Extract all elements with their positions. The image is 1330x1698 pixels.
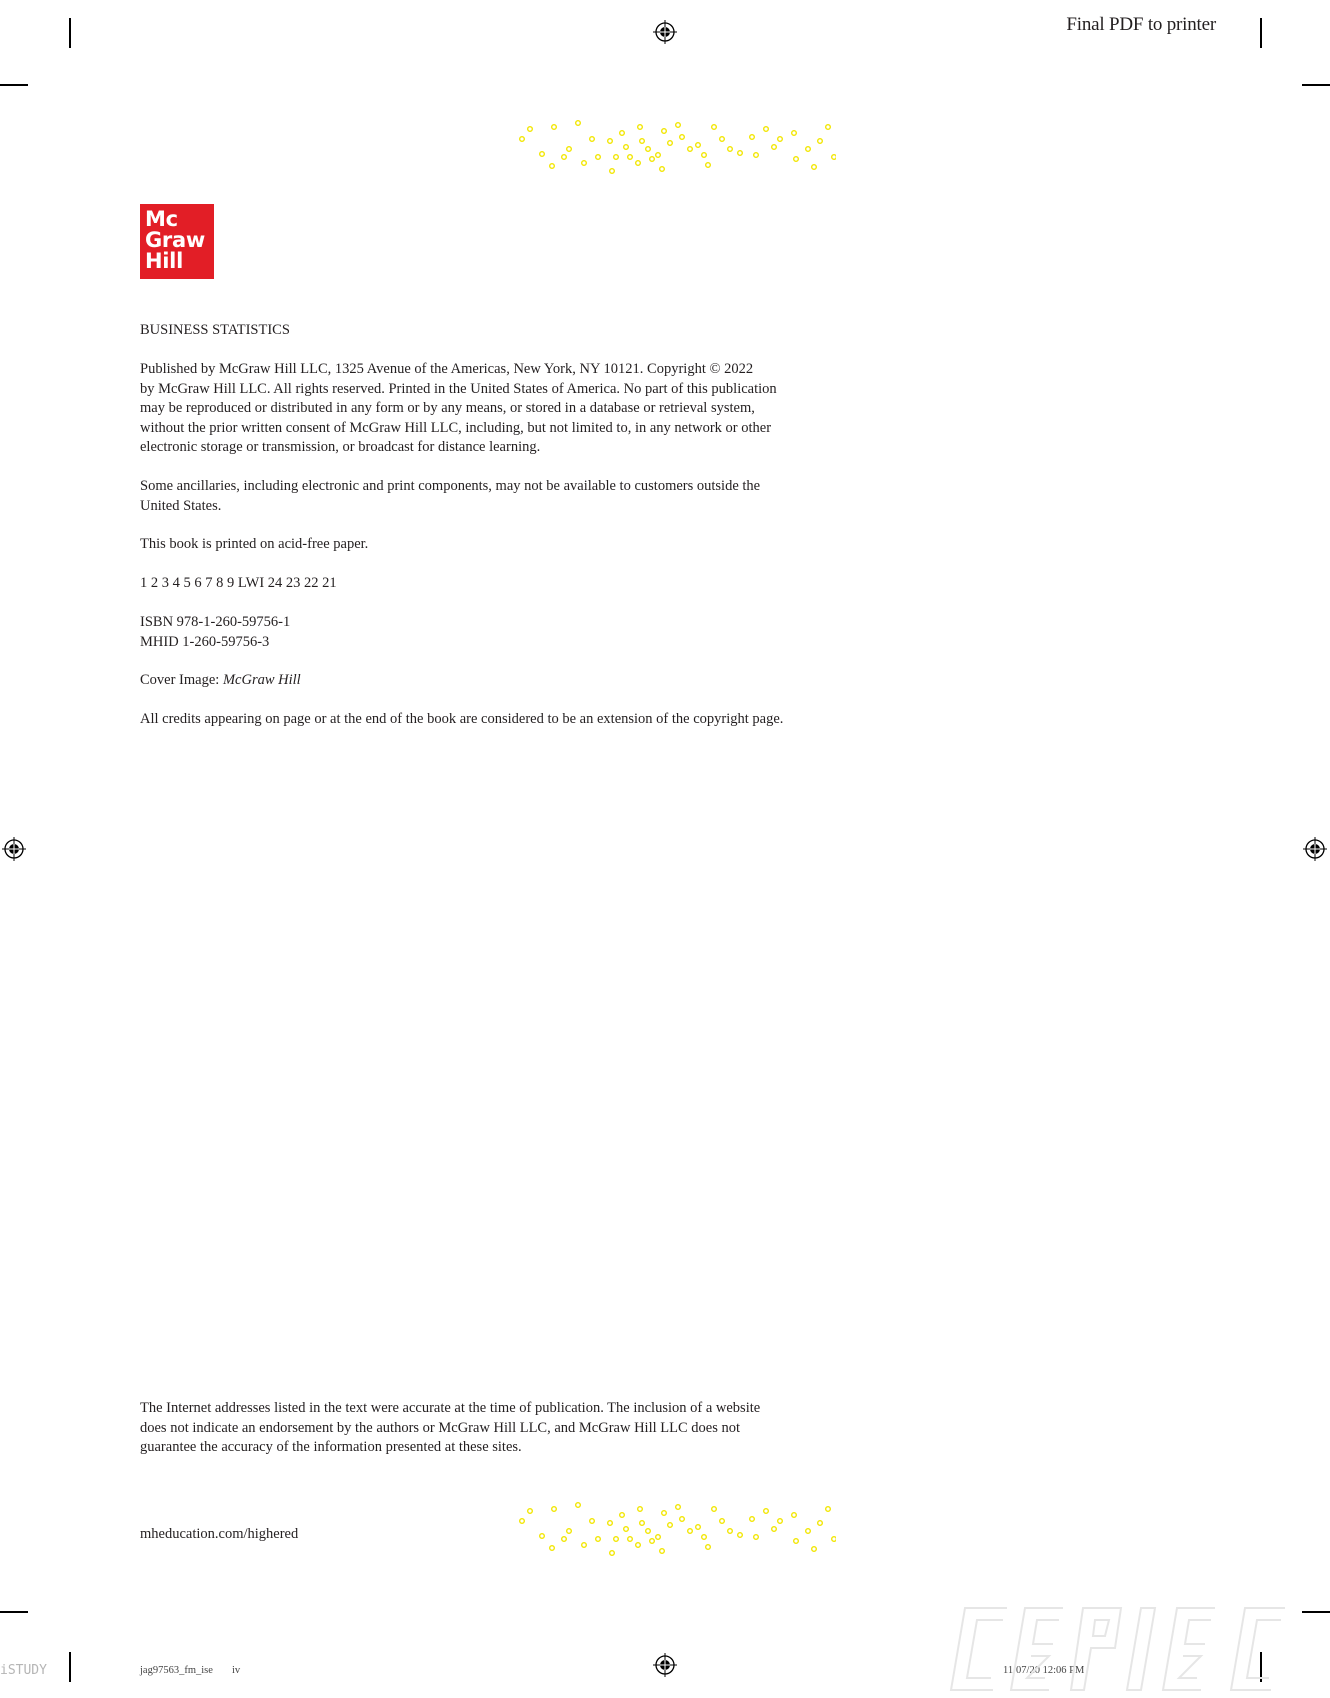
decorative-dot — [778, 1519, 783, 1524]
ancillaries-notice — [140, 477, 850, 516]
decorative-dot — [528, 1509, 533, 1514]
registration-mark-icon — [653, 20, 677, 44]
dot-pattern-top — [494, 119, 836, 193]
internet-disclaimer — [140, 1399, 850, 1458]
decorative-dot — [620, 1513, 625, 1518]
decorative-dot — [806, 147, 811, 152]
decorative-dot — [778, 137, 783, 142]
decorative-dot — [728, 147, 733, 152]
decorative-dot — [550, 1546, 555, 1551]
logo-line: Hill — [145, 249, 183, 273]
decorative-dot — [576, 121, 581, 126]
decorative-dot — [688, 147, 693, 152]
decorative-dot — [706, 163, 711, 168]
copyright-line: may be reproduced or distributed in any form or by any means, or stored in a database or retrieval system, — [140, 400, 755, 416]
footer-timestamp: 11/07/20 12:06 PM — [1003, 1665, 1085, 1676]
mcgraw-hill-logo — [140, 204, 214, 279]
decorative-dot — [764, 1509, 769, 1514]
decorative-dot — [528, 127, 533, 132]
decorative-dot — [676, 1505, 681, 1510]
decorative-dot — [590, 137, 595, 142]
decorative-dot — [614, 155, 619, 160]
decorative-dot — [646, 147, 651, 152]
print-line: 1 2 3 4 5 6 7 8 9 LWI 24 23 22 21 — [140, 575, 337, 591]
decorative-dot — [550, 164, 555, 169]
decorative-dot — [702, 153, 707, 158]
decorative-dot — [764, 127, 769, 132]
decorative-dot — [826, 125, 831, 130]
ancillaries-line: United States. — [140, 497, 222, 514]
decorative-dot — [552, 1507, 557, 1512]
credits-note: All credits appearing on page or at the end of the book are considered to be an extension of the copyright page. — [140, 711, 784, 727]
decorative-dot — [610, 169, 615, 174]
decorative-dot — [668, 141, 673, 146]
decorative-dot — [738, 151, 743, 156]
decorative-dot — [662, 1511, 667, 1516]
decorative-dot — [680, 1517, 685, 1522]
decorative-dot — [792, 131, 797, 136]
crop-mark-top-right — [1260, 18, 1262, 48]
crop-mark-right-top — [1302, 84, 1330, 86]
website-link[interactable]: mheducation.com/highered — [140, 1526, 299, 1542]
cover-image-label: Cover Image: — [140, 672, 223, 688]
decorative-dot — [638, 1507, 643, 1512]
copyright-line: by McGraw Hill LLC. All rights reserved. Printed in the United States of America. No part of this publication — [140, 380, 777, 397]
decorative-dot — [772, 145, 777, 150]
decorative-dot — [640, 139, 645, 144]
decorative-dot — [818, 139, 823, 144]
cover-image-source: McGraw Hill — [222, 672, 301, 688]
decorative-dot — [662, 129, 667, 134]
decorative-dot — [650, 157, 655, 162]
decorative-dot — [826, 1507, 831, 1512]
decorative-dot — [660, 167, 665, 172]
registration-mark-icon — [2, 837, 26, 861]
decorative-dot — [720, 1519, 725, 1524]
registration-mark-icon — [653, 1653, 677, 1677]
decorative-dot — [628, 155, 633, 160]
decorative-dot — [608, 139, 613, 144]
isbn-block — [140, 613, 850, 652]
footer-file-name: jag97563_fm_ise — [140, 1665, 213, 1676]
print-status-label: Final PDF to printer — [1066, 14, 1216, 35]
decorative-dot — [520, 137, 525, 142]
isbn: ISBN 978-1-260-59756-1 — [140, 614, 291, 630]
decorative-dot — [660, 1549, 665, 1554]
registration-mark-icon — [1303, 837, 1327, 861]
internet-line: does not indicate an endorsement by the authors or McGraw Hill LLC, and McGraw Hill LLC does not — [140, 1419, 741, 1436]
decorative-dot — [832, 155, 836, 160]
cover-image-credit — [140, 671, 850, 691]
decorative-dot — [656, 153, 661, 158]
copyright-line: Published by McGraw Hill LLC, 1325 Avenue of the Americas, New York, NY 10121. Copyright © 2022 — [140, 361, 754, 377]
decorative-dot — [812, 1547, 817, 1552]
decorative-dot — [620, 131, 625, 136]
logo-line: Mc — [145, 207, 178, 231]
crop-mark-top-left — [69, 18, 71, 48]
decorative-dot — [596, 155, 601, 160]
istudy-stamp: iSTUDY — [0, 1663, 47, 1678]
ancillaries-line: Some ancillaries, including electronic and print components, may not be available to customers outside the — [140, 478, 761, 494]
decorative-dot — [540, 152, 545, 157]
decorative-dot — [720, 137, 725, 142]
decorative-dot — [562, 155, 567, 160]
logo-line: Graw — [145, 228, 205, 252]
decorative-dot — [610, 1551, 615, 1556]
decorative-dot — [754, 153, 759, 158]
crop-mark-left-bottom — [0, 1611, 28, 1613]
decorative-dot — [794, 157, 799, 162]
decorative-dot — [750, 1517, 755, 1522]
decorative-dot — [712, 125, 717, 130]
decorative-dot — [706, 1545, 711, 1550]
decorative-dot — [812, 165, 817, 170]
decorative-dot — [750, 135, 755, 140]
decorative-dot — [680, 135, 685, 140]
copyright-line: without the prior written consent of McGraw Hill LLC, including, but not limited to, in any network or other — [140, 419, 772, 436]
decorative-dot — [567, 147, 572, 152]
decorative-dot — [590, 1519, 595, 1524]
watermark-logo-icon — [945, 1600, 1330, 1698]
book-title: BUSINESS STATISTICS — [140, 322, 290, 338]
mhid: MHID 1-260-59756-3 — [140, 633, 270, 650]
crop-mark-left-top — [0, 84, 28, 86]
internet-line: guarantee the accuracy of the information presented at these sites. — [140, 1439, 522, 1455]
decorative-dot — [712, 1507, 717, 1512]
internet-line: The Internet addresses listed in the text were accurate at the time of publication. The inclusion of a website — [140, 1400, 761, 1416]
footer-folio: iv — [232, 1665, 241, 1676]
decorative-dot — [520, 1519, 525, 1524]
crop-mark-bottom-left — [69, 1652, 71, 1682]
decorative-dot — [582, 161, 587, 166]
decorative-dot — [638, 125, 643, 130]
decorative-dot — [636, 161, 641, 166]
decorative-dot — [696, 143, 701, 148]
acid-free-notice: This book is printed on acid-free paper. — [140, 536, 369, 552]
copyright-notice — [140, 360, 850, 458]
decorative-dot — [552, 125, 557, 130]
decorative-dot — [576, 1503, 581, 1508]
decorative-dot — [676, 123, 681, 128]
copyright-line: electronic storage or transmission, or broadcast for distance learning. — [140, 439, 541, 455]
decorative-dot — [624, 145, 629, 150]
decorative-dot — [792, 1513, 797, 1518]
